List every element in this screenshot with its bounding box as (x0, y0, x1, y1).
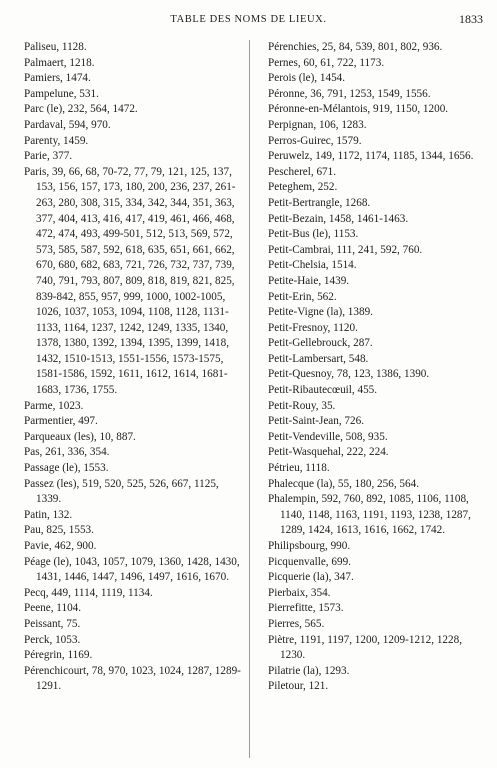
index-entry: Petit-Chelsia, 1514. (268, 259, 357, 272)
page-number: 1833 (459, 12, 483, 26)
index-entry: Petit-Wasquehal, 222, 224. (268, 446, 389, 459)
index-entry: Pecq, 449, 1114, 1119, 1134. (24, 586, 153, 599)
right-column (256, 40, 482, 695)
index-entry: Petit-Saint-Jean, 726. (268, 415, 365, 428)
index-entry: Perpignan, 106, 1283. (268, 118, 367, 131)
index-entry: Patin, 132. (24, 508, 73, 521)
index-entry: Passage (le), 1553. (24, 462, 109, 475)
index-entry: Pardaval, 594, 970. (24, 118, 111, 131)
index-entry: Perck, 1053. (24, 633, 81, 646)
index-entry: Petit-Ribautecœuil, 455. (268, 384, 378, 397)
index-entry: Perois (le), 1454. (268, 72, 346, 85)
index-entry: Picquenvalle, 699. (268, 555, 351, 568)
index-entry: Petit-Bus (le), 1153. (268, 228, 359, 241)
index-entry: Péronne-en-Mélantois, 919, 1150, 1200. (268, 103, 449, 116)
index-entry: Petit-Lambersart, 548. (268, 352, 369, 365)
index-entry: Pilatrie (la), 1293. (268, 664, 350, 677)
index-entry: Pétrieu, 1118. (268, 462, 330, 475)
index-entry: Petit-Bezain, 1458, 1461-1463. (268, 212, 409, 225)
index-entry: Parqueaux (les), 10, 887. (24, 430, 136, 443)
index-entry: Petite-Vigne (la), 1389. (268, 306, 373, 319)
index-entry: Picquerie (la), 347. (268, 571, 354, 584)
index-entry: Peteghem, 252. (268, 181, 338, 194)
index-entry: Passez (les), 519, 520, 525, 526, 667, 1125, 1339. (24, 477, 219, 506)
index-entry: Parenty, 1459. (24, 134, 89, 147)
index-entry: Peissant, 75. (24, 617, 81, 630)
index-entry: Petit-Quesnoy, 78, 123, 1386, 1390. (268, 368, 430, 381)
index-entry: Pamiers, 1474. (24, 72, 91, 85)
column-divider (249, 40, 250, 758)
index-entry: Phalecque (la), 55, 180, 256, 564. (268, 477, 419, 490)
index-entry: Parc (le), 232, 564, 1472. (24, 103, 138, 116)
index-entry: Pampelune, 531. (24, 87, 99, 100)
running-header-title: TABLE DES NOMS DE LIEUX. (170, 14, 327, 25)
index-entry: Pas, 261, 336, 354. (24, 446, 110, 459)
index-entry: Parme, 1023. (24, 399, 84, 412)
index-entry: Parie, 377. (24, 150, 73, 163)
left-column (12, 40, 244, 695)
index-entry: Perros-Guirec, 1579. (268, 134, 362, 147)
index-entry: Piletour, 121. (268, 680, 329, 693)
index-entry: Peruwelz, 149, 1172, 1174, 1185, 1344, 1656. (268, 150, 474, 163)
index-entry: Pierbaix, 354. (268, 586, 331, 599)
index-entry: Pernes, 60, 61, 722, 1173. (268, 56, 385, 69)
index-entry: Péregrin, 1169. (24, 649, 93, 662)
index-entry: Péage (le), 1043, 1057, 1079, 1360, 1428, 1430, 1431, 1446, 1447, 1496, 1497, 1616, 1670. (24, 555, 240, 584)
index-entry: Petite-Haie, 1439. (268, 274, 350, 287)
index-entry: Petit-Fresnoy, 1120. (268, 321, 358, 334)
index-entry: Petit-Cambrai, 111, 241, 592, 760. (268, 243, 423, 256)
index-entry: Paris, 39, 66, 68, 70-72, 77, 79, 121, 125, 137, 153, 156, 157, 173, 180, 200, 236, 237, 261-263, 280, 308, 315, 334, 342, 344, 351, 363, 377, 404, 413, 416, 417, 419, 461, 466, 468, 472, 474, 493, 499-501, 512, 513, 569, 572, 573, 585, 587, 592, 618, 635, 651, 661, 662, 670, 680, 682, 683, 721, 726, 732, 737, 739, 740, 791, 793, 807, 809, 818, 819, 821, 825, 839-842, 855, 957, 999, 1000, 1002-1005, 1026, 1037, 1053, 1094, 1108, 1128, 1131-1133, 1164, 1237, 1242, 1249, 1335, 1340, 1378, 1380, 1392, 1394, 1395, 1399, 1418, 1432, 1510-1513, 1551-1556, 1573-1575, 1581-1586, 1592, 1611, 1612, 1614, 1681-1683, 1736, 1755. (24, 165, 236, 397)
index-entry: Palmaert, 1218. (24, 56, 95, 69)
index-entry: Pérenchicourt, 78, 970, 1023, 1024, 1287, 1289-1291. (24, 664, 241, 693)
index-entry: Phalempin, 592, 760, 892, 1085, 1106, 1108, 1140, 1148, 1163, 1191, 1193, 1238, 1287, 1289, 1424, 1613, 1616, 1662, 1742. (268, 493, 471, 537)
index-entry: Petit-Gellebrouck, 287. (268, 337, 373, 350)
index-entry: Peene, 1104. (24, 602, 82, 615)
index-entry: Pérenchies, 25, 84, 539, 801, 802, 936. (268, 41, 443, 53)
index-entry: Petit-Bertrangle, 1268. (268, 196, 371, 209)
index-entry: Pierres, 565. (268, 617, 325, 630)
index-entry: Paliseu, 1128. (24, 41, 87, 53)
index-entry: Petit-Erin, 562. (268, 290, 337, 303)
index-entry: Philipsbourg, 990. (268, 540, 351, 552)
index-entry: Parmentier, 497. (24, 415, 98, 428)
index-entry: Pau, 825, 1553. (24, 524, 94, 537)
index-entry: Péronne, 36, 791, 1253, 1549, 1556. (268, 87, 431, 100)
index-entry: Pescherel, 671. (268, 165, 337, 178)
index-entry: Piètre, 1191, 1197, 1200, 1209-1212, 1228, 1230. (268, 633, 463, 662)
index-entry: Petit-Vendeville, 508, 935. (268, 430, 388, 443)
index-entry: Pierrefitte, 1573. (268, 602, 344, 615)
index-entry: Petit-Rouy, 35. (268, 399, 336, 412)
index-entry: Pavie, 462, 900. (24, 540, 97, 552)
